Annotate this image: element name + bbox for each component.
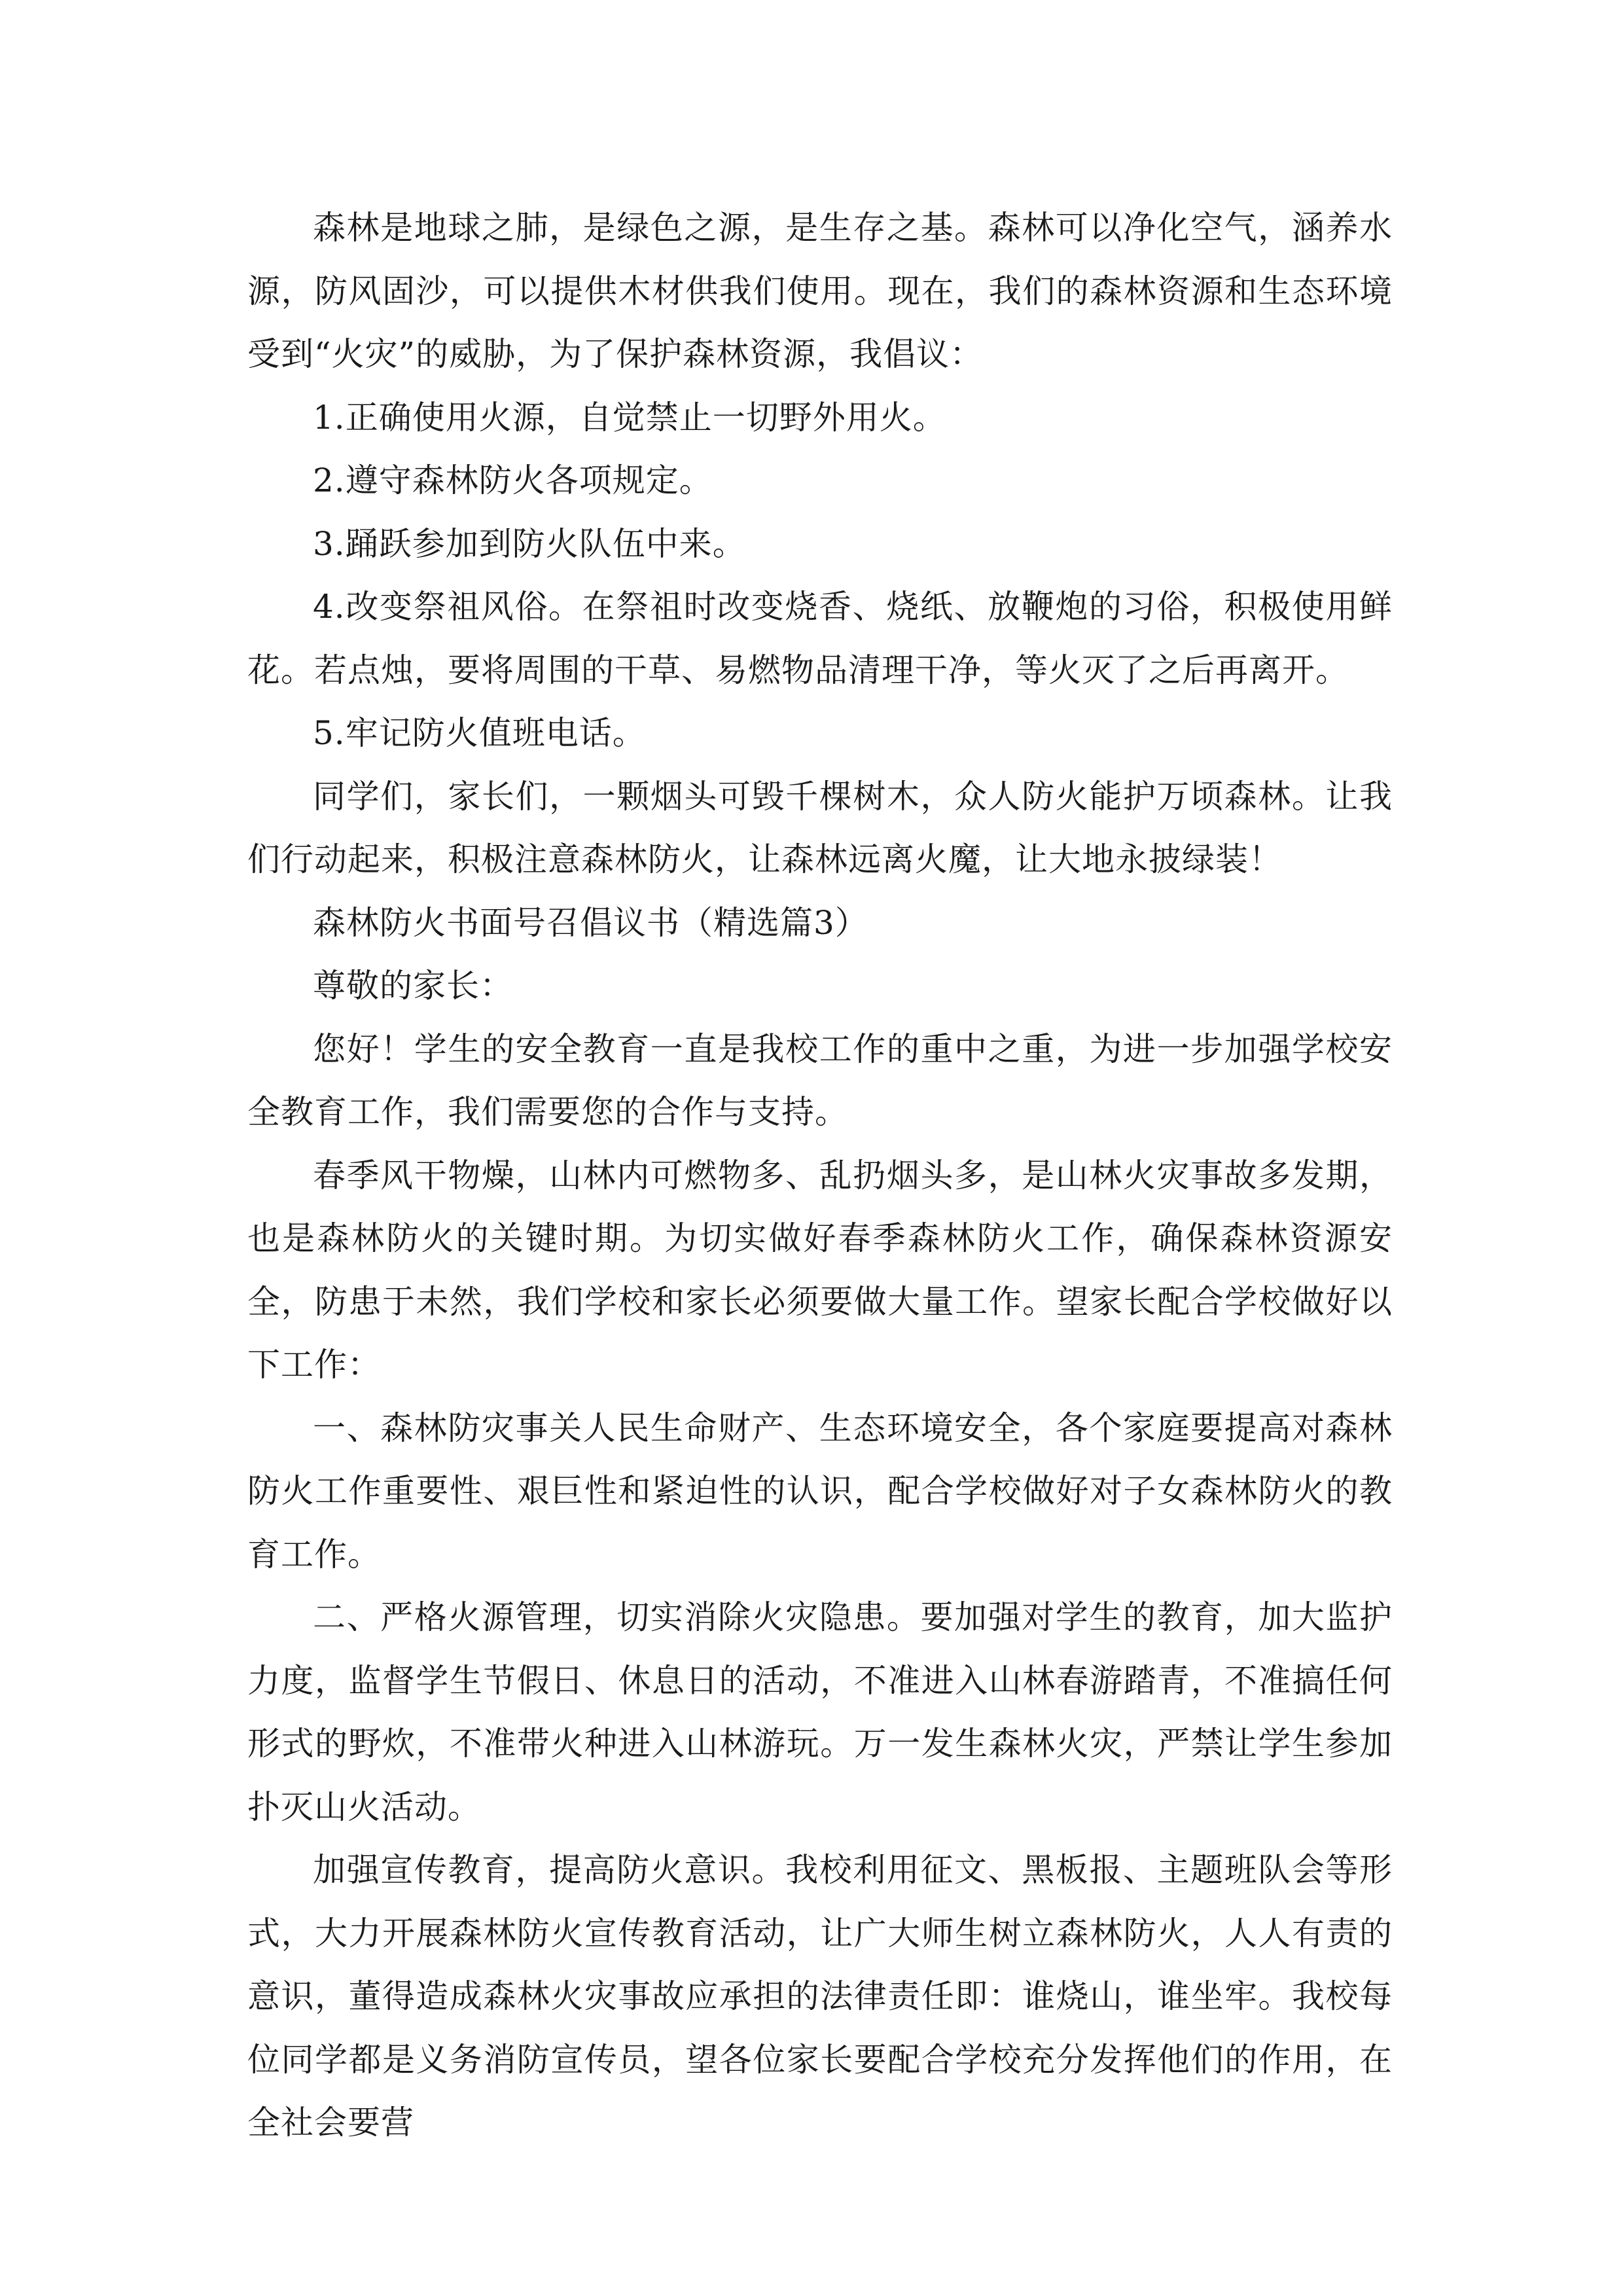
paragraph-point-3: 加强宣传教育，提高防火意识。我校利用征文、黑板报、主题班队会等形式，大力开展森林防火宣传教育活动，让广大师生树立森林防火，人人有责的意识，董得造成森林火灾事故应承担的法律责任即：谁烧山，谁坐牢。我校每位同学都是义务消防宣传员，望各位家长要配合学校充分发挥他们的作用，在全社会要营 — [247, 1851, 1393, 2142]
list-item-1: 1.正确使用火源，自觉禁止一切野外用火。 — [313, 398, 946, 437]
paragraph-point-1: 一、森林防灾事关人民生命财产、生态环境安全，各个家庭要提高对森林防火工作重要性、艰巨性和紧迫性的认识，配合学校做好对子女森林防火的教育工作。 — [247, 1408, 1393, 1573]
salutation: 尊敬的家长： — [313, 967, 513, 1005]
list-item-3: 3.踊跃参加到防火队伍中来。 — [313, 524, 746, 563]
document-body — [247, 196, 1393, 2155]
section-heading: 森林防火书面号召倡议书（精选篇3） — [313, 903, 868, 942]
list-item-2: 2.遵守森林防火各项规定。 — [313, 461, 713, 499]
paragraph-point-2: 二、严格火源管理，切实消除火灾隐患。要加强对学生的教育，加大监护力度，监督学生节假日、休息日的活动，不准进入山林春游踏青，不准搞任何形式的野炊，不准带火种进入山林游玩。万一发生森林火灾，严禁让学生参加扑灭山火活动。 — [247, 1598, 1393, 1826]
paragraph-background: 春季风干物燥，山林内可燃物多、乱扔烟头多，是山林火灾事故多发期，也是森林防火的关键时期。为切实做好春季森林防火工作，确保森林资源安全，防患于未然，我们学校和家长必须要做大量工作。望家长配合学校做好以下工作： — [247, 1156, 1393, 1384]
list-item-5: 5.牢记防火值班电话。 — [313, 714, 646, 752]
paragraph-closing: 同学们，家长们，一颗烟头可毁千棵树木，众人防火能护万顷森林。让我们行动起来，积极注意森林防火，让森林远离火魔，让大地永披绿装！ — [247, 777, 1393, 878]
paragraph-intro: 森林是地球之肺，是绿色之源，是生存之基。森林可以净化空气，涵养水源，防风固沙，可以提供木材供我们使用。现在，我们的森林资源和生态环境受到“火灾”的威胁，为了保护森林资源，我倡议： — [247, 209, 1393, 373]
list-item-4: 4.改变祭祖风俗。在祭祖时改变烧香、烧纸、放鞭炮的习俗，积极使用鲜花。若点烛，要将周围的干草、易燃物品清理干净，等火灭了之后再离开。 — [247, 588, 1393, 689]
paragraph-greeting: 您好！学生的安全教育一直是我校工作的重中之重，为进一步加强学校安全教育工作，我们需要您的合作与支持。 — [247, 1030, 1393, 1131]
